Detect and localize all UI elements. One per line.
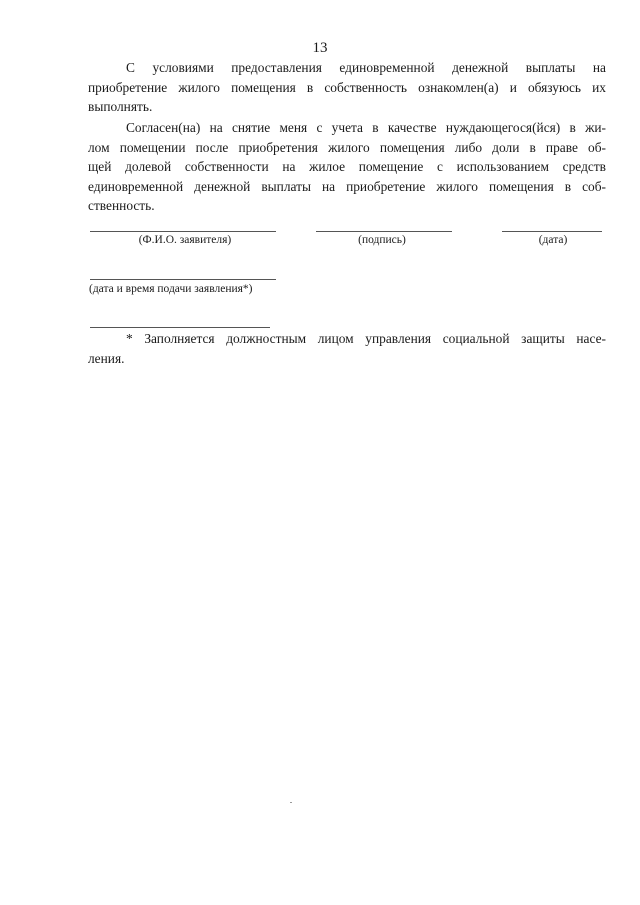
- footnote: [88, 329, 606, 368]
- date-line[interactable]: [502, 231, 602, 232]
- applicant-name-line[interactable]: [90, 231, 276, 232]
- footnote-separator: [90, 327, 270, 328]
- paragraph-line: щей долевой собственности на жилое помещение с использованием средств: [88, 159, 606, 174]
- scan-speck: [290, 802, 292, 803]
- paragraph-line: единовременной денежной выплаты на приобретение жилого помещения в соб-: [88, 178, 606, 194]
- paragraph-line: выполнять.: [88, 99, 153, 114]
- footnote-line: ления.: [88, 350, 125, 366]
- signature-caption: (подпись): [358, 234, 406, 246]
- paragraph-line: лом помещении после приобретения жилого помещения либо доли в праве об-: [88, 139, 606, 155]
- date-caption: (дата): [538, 234, 568, 246]
- footnote-line: * Заполняется должностным лицом управления социальной защиты насе-: [126, 331, 606, 346]
- page-number: 13: [312, 40, 328, 56]
- paragraph-line: С условиями предоставления единовременной денежной выплаты на: [126, 60, 606, 75]
- applicant-name-caption: (Ф.И.О. заявителя): [138, 234, 232, 246]
- paragraph-line: Согласен(на) на снятие меня с учета в качестве нуждающегося(йся) в жи-: [126, 120, 606, 135]
- signature-line[interactable]: [316, 231, 452, 232]
- submission-datetime-line[interactable]: [90, 279, 276, 280]
- paragraph-line: приобретение жилого помещения в собственность ознакомлен(а) и обязуюсь их: [88, 79, 606, 95]
- submission-datetime-caption: (дата и время подачи заявления*): [89, 283, 253, 295]
- consent-paragraph: [88, 118, 606, 216]
- paragraph-line: ственность.: [88, 198, 155, 213]
- acknowledgement-paragraph: [88, 58, 606, 117]
